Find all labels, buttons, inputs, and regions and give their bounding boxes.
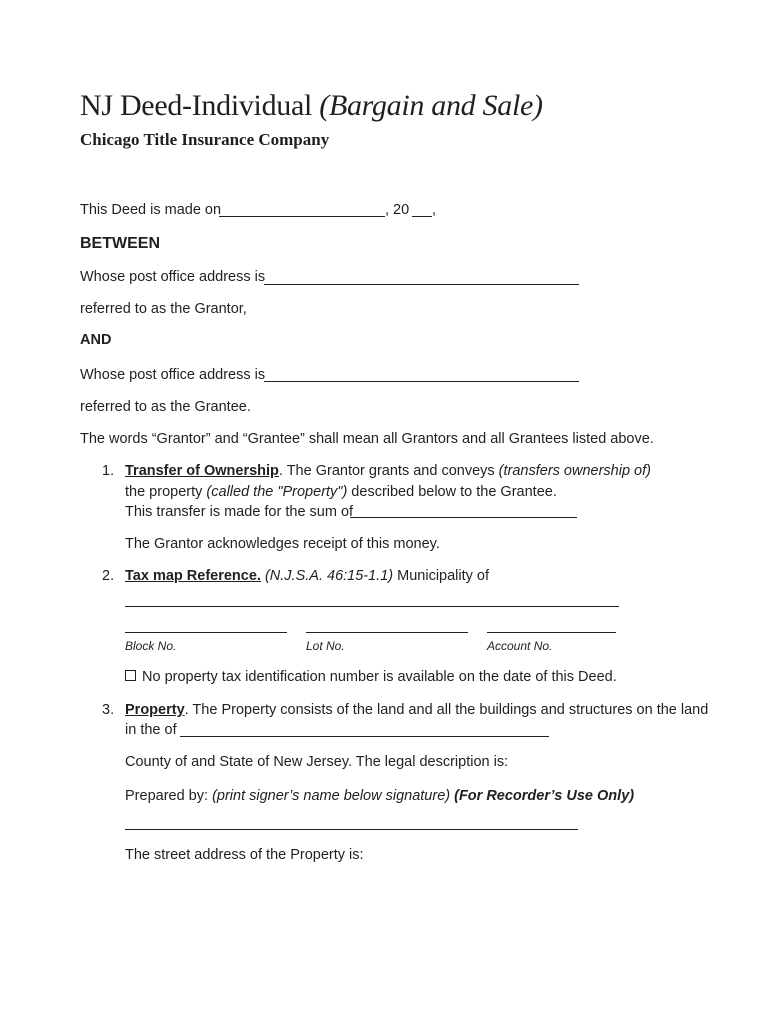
title-italic: (Bargain and Sale) (319, 89, 543, 122)
sum-label: This transfer is made for the sum of (125, 504, 354, 520)
year-field[interactable] (412, 216, 432, 217)
deed-date-line (80, 201, 221, 219)
item-2-number: 2. (102, 568, 115, 584)
year-label (385, 201, 409, 219)
lot-field[interactable] (306, 632, 468, 633)
lot-label: Lot No. (306, 639, 345, 653)
account-label: Account No. (487, 639, 553, 653)
item-1-heading: Transfer of Ownership (125, 463, 279, 479)
prepared-by-label: Prepared by: (125, 788, 213, 804)
year-suffix: , (432, 202, 437, 218)
item-1-line-2-italic: (called the "Property") (206, 484, 348, 500)
item-1-line-1-italic: (transfers ownership of) (498, 463, 651, 479)
deed-date-field[interactable] (219, 216, 385, 217)
receipt-text: The Grantor acknowledges receipt of this money. (125, 536, 440, 552)
sum-field[interactable] (350, 517, 577, 518)
municipality-field[interactable] (125, 606, 619, 607)
item-1-line-2-text: the property (125, 484, 207, 500)
block-field[interactable] (125, 632, 287, 633)
item-3-heading: Property (125, 702, 185, 718)
item-2-ref-italic: (N.J.S.A. 46:15-1.1) (260, 568, 394, 584)
document-title (80, 88, 543, 124)
item-1-line-1 (125, 462, 651, 480)
item-1-line-1-text: . The Grantor grants and conveys (278, 463, 499, 479)
item-2-heading: Tax map Reference. (125, 568, 261, 584)
grantee-referred: referred to as the Grantee. (80, 399, 251, 415)
no-tax-id-option (125, 668, 617, 686)
county-text: County of and State of New Jersey. The legal description is: (125, 754, 509, 770)
definition-text: The words “Grantor” and “Grantee” shall mean all Grantors and all Grantees listed above. (80, 431, 654, 447)
item-1-line-2 (125, 483, 557, 501)
no-tax-id-text: No property tax identification number is available on the date of this Deed. (142, 669, 617, 685)
item-3-line-1 (125, 701, 708, 719)
grantee-address-label: Whose post office address is (80, 367, 266, 383)
company-name: Chicago Title Insurance Company (80, 130, 330, 149)
block-label: Block No. (125, 639, 177, 653)
grantor-address-label: Whose post office address is (80, 269, 266, 285)
no-tax-id-checkbox[interactable] (125, 670, 136, 681)
made-on-label: This Deed is made on (80, 202, 222, 218)
item-1-line-2-rest: described below to the Grantee. (347, 484, 557, 500)
prepared-by-field[interactable] (125, 829, 578, 830)
in-the-of-label: in the of (125, 722, 177, 738)
year-prefix: , 20 (385, 202, 410, 218)
item-1-number: 1. (102, 463, 115, 479)
and-heading: AND (80, 332, 112, 348)
item-3-number: 3. (102, 702, 115, 718)
grantee-address-field[interactable] (264, 381, 579, 382)
grantor-referred: referred to as the Grantor, (80, 301, 247, 317)
item-2-line-1 (125, 567, 489, 585)
item-2-ref-rest: Municipality of (393, 568, 490, 584)
title-main: NJ Deed-Individual (80, 89, 313, 122)
item-3-line-1-rest: . The Property consists of the land and all the buildings and structures on the land (184, 702, 709, 718)
recorder-use-only: (For Recorder’s Use Only) (450, 788, 635, 804)
between-heading: BETWEEN (80, 235, 160, 252)
prepared-by-line (125, 787, 634, 805)
prepared-by-italic: (print signer’s name below signature) (212, 788, 451, 804)
account-field[interactable] (487, 632, 616, 633)
grantor-address-field[interactable] (264, 284, 579, 285)
street-address-label: The street address of the Property is: (125, 847, 364, 863)
municipality-name-field[interactable] (180, 736, 549, 737)
